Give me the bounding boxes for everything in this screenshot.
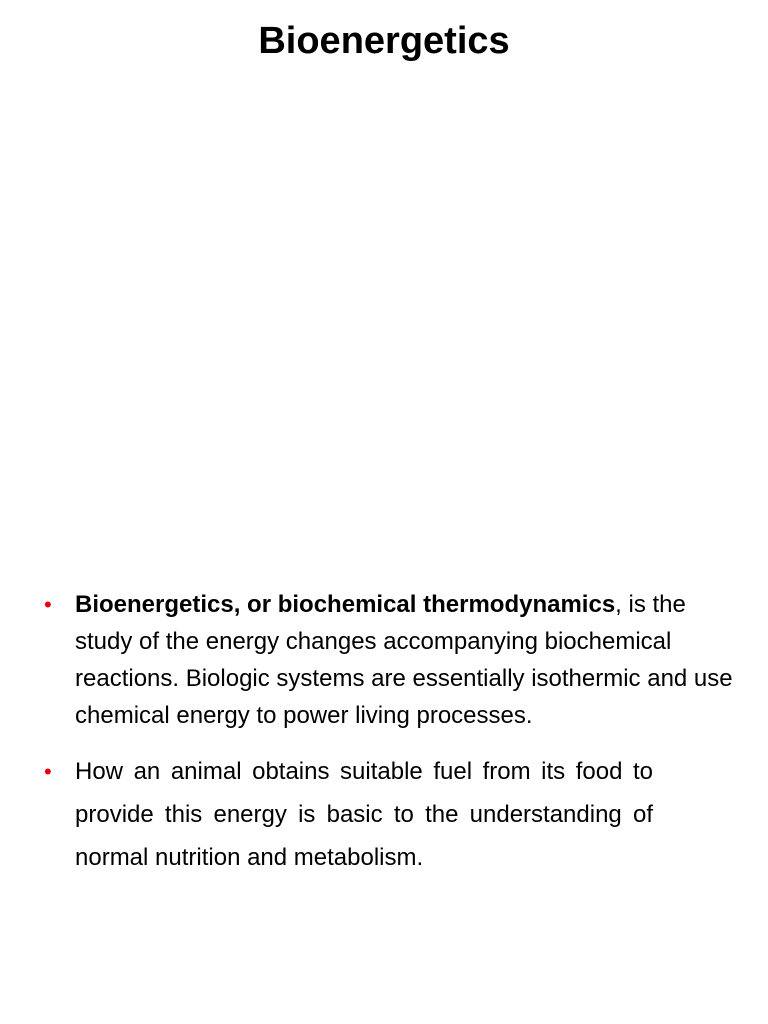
bullet-item <box>44 586 744 734</box>
bullet-bold-lead: Bioenergetics, or biochemical thermodynamics <box>75 591 616 618</box>
bullet-dot-icon: • <box>44 759 52 784</box>
bullet-dot-icon: • <box>44 592 52 617</box>
bullet-text: , is the study of the energy changes accompanying biochemical reactions. Biologic systems are essentially isothermic and use chemical energy to power living processes. <box>75 591 733 729</box>
bullet-text: How an animal obtains suitable fuel from its food to provide this energy is basic to the understanding of normal nutrition and metabolism. <box>75 758 653 871</box>
bullet-item <box>44 750 653 879</box>
slide-title: Bioenergetics <box>258 20 510 62</box>
bullet-list <box>44 586 744 879</box>
